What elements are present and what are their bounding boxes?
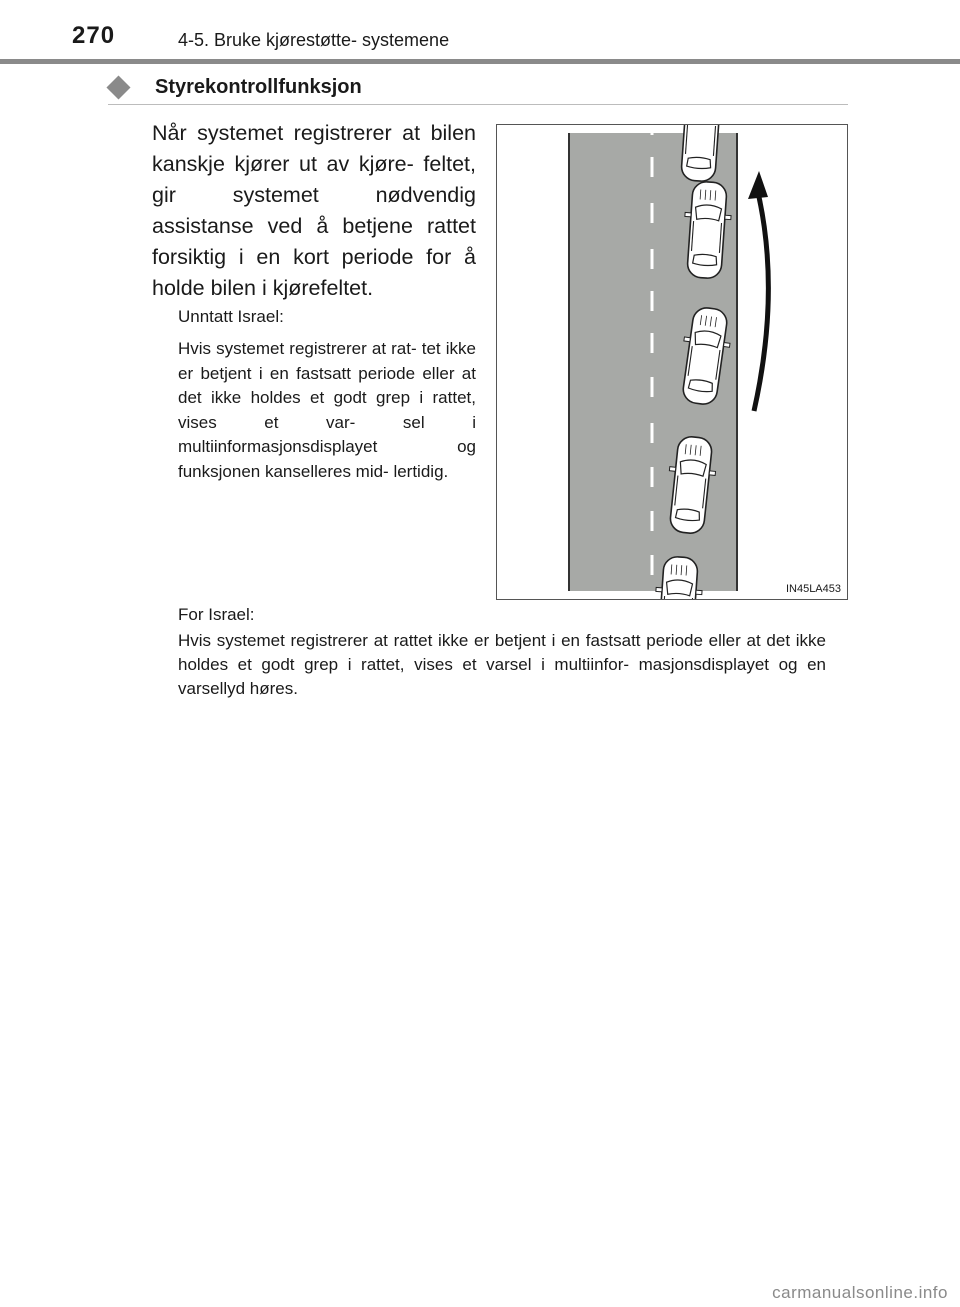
section-heading-text: Styrekontrollfunksjon xyxy=(155,76,362,98)
page-number: 270 xyxy=(72,22,116,49)
header-rule xyxy=(0,59,960,64)
except-israel-label: Unntatt Israel: xyxy=(178,307,284,326)
section-heading xyxy=(108,74,848,105)
chapter-title: 4-5. Bruke kjørestøtte- systemene xyxy=(178,30,450,50)
lane-keeping-illustration xyxy=(496,124,848,600)
except-israel-text: Hvis systemet registrerer at rat- tet ikke er betjent i en fastsatt periode eller at det ikke holdes et godt grep i rattet, vises et var- sel i multiinformasjonsdisplayet og funksjonen kanselleres mid- lertidig. xyxy=(178,339,476,481)
figure-code: IN45LA453 xyxy=(785,583,841,595)
arrow-head xyxy=(748,171,768,199)
diamond-bullet-icon xyxy=(106,75,130,99)
steering-correction-arrow xyxy=(754,197,768,411)
israel-label: For Israel: xyxy=(178,605,255,624)
watermark-link[interactable]: carmanualsonline.info xyxy=(772,1283,948,1302)
israel-text: Hvis systemet registrerer at rattet ikke er betjent i en fastsatt periode eller at det ikke holdes et godt grep i rattet, vises et varsel i multiinfor- masjonsdisplayet og en varsellyd høres. xyxy=(178,631,826,698)
main-paragraph: Når systemet registrerer at bilen kanskje kjører ut av kjøre- feltet, gir systemet nødvendig assistanse ved å betjene rattet forsiktig i en kort periode for å holde bilen i kjørefeltet. xyxy=(152,121,476,300)
